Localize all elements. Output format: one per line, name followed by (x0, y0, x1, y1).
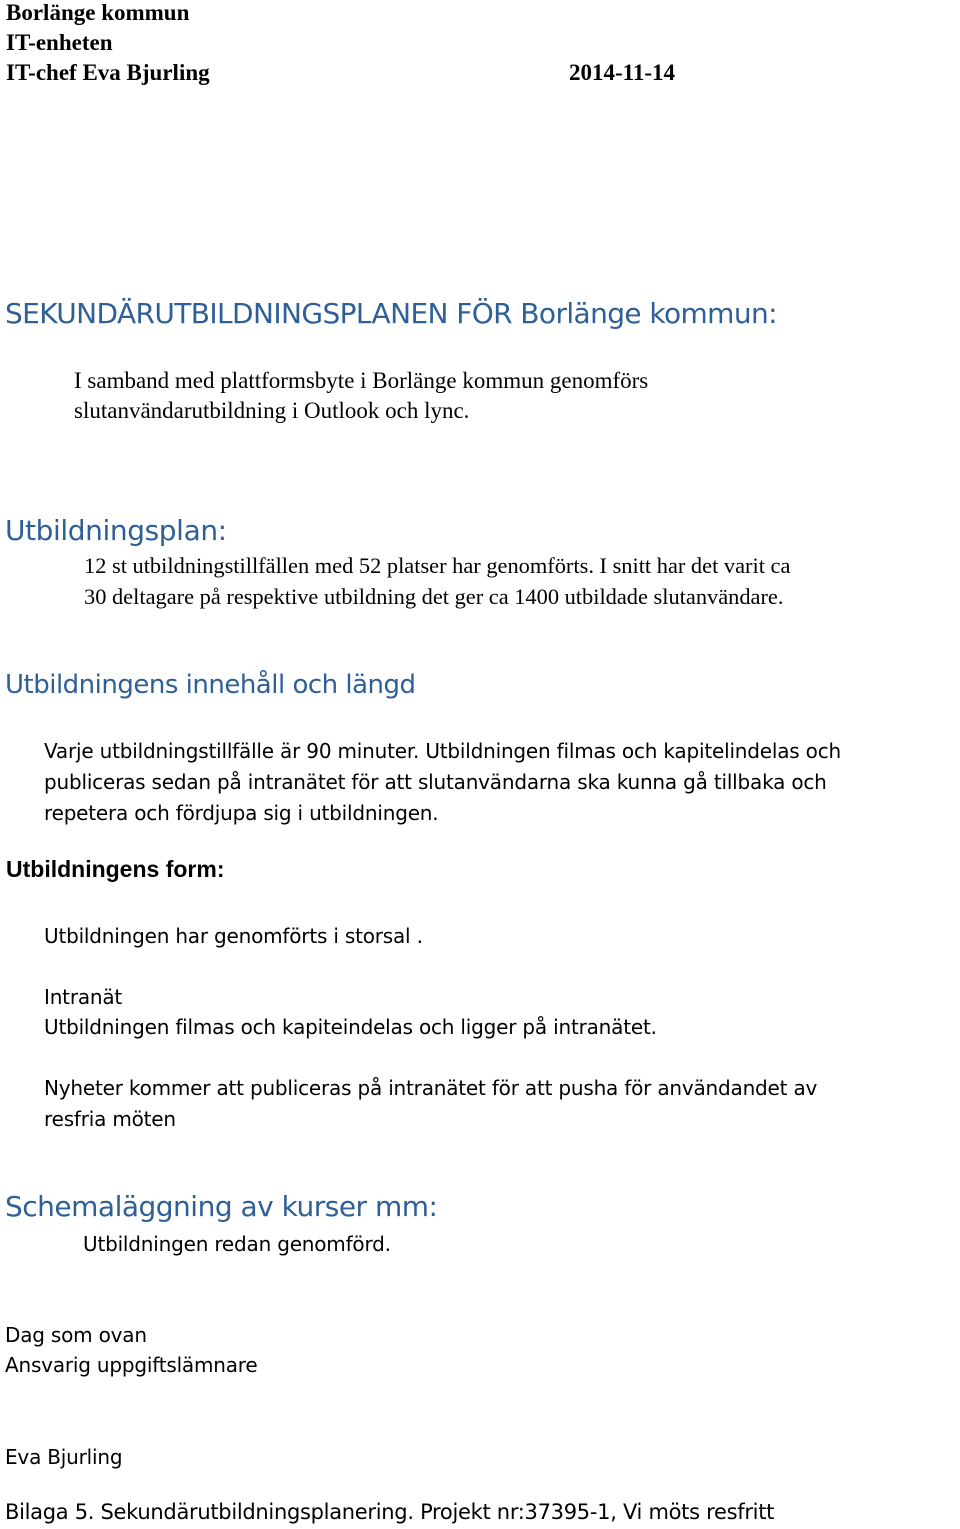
org-name: Borlänge kommun (6, 0, 190, 25)
signature-date-line: Dag som ovan (5, 1323, 147, 1347)
content-heading: Utbildningens innehåll och längd (5, 670, 416, 700)
form-heading: Utbildningens form: (6, 856, 225, 882)
form-intranat-label: Intranät (44, 985, 123, 1009)
schedule-text: Utbildningen redan genomförd. (83, 1232, 391, 1256)
form-news-line-2: resfria möten (44, 1107, 176, 1131)
signature-name: Eva Bjurling (5, 1445, 123, 1469)
footer-note: Bilaga 5. Sekundärutbildningsplanering. Projekt nr:37395-1, Vi möts resfritt (5, 1500, 775, 1524)
author-line: IT-chef Eva Bjurling (6, 60, 210, 85)
content-line-2: publiceras sedan på intranätet för att slutanvändarna ska kunna gå tillbaka och (44, 770, 827, 794)
content-line-1: Varje utbildningstillfälle är 90 minuter. Utbildningen filmas och kapitelindelas och (44, 739, 841, 763)
intro-line-2: slutanvändarutbildning i Outlook och lync. (74, 398, 470, 423)
main-title: SEKUNDÄRUTBILDNINGSPLANEN FÖR Borlänge kommun: (5, 297, 777, 330)
form-storsal: Utbildningen har genomförts i storsal . (44, 924, 423, 948)
signature-role: Ansvarig uppgiftslämnare (5, 1353, 258, 1377)
plan-line-2: 30 deltagare på respektive utbildning det ger ca 1400 utbildade slutanvändare. (84, 584, 784, 609)
plan-line-1: 12 st utbildningstillfällen med 52 platser har genomförts. I snitt har det varit ca (84, 553, 791, 578)
intro-line-1: I samband med plattformsbyte i Borlänge kommun genomförs (74, 368, 649, 393)
unit-name: IT-enheten (6, 30, 113, 55)
document-date: 2014-11-14 (569, 60, 676, 85)
plan-heading: Utbildningsplan: (5, 514, 227, 547)
content-line-3: repetera och fördjupa sig i utbildningen. (44, 801, 439, 825)
form-news-line-1: Nyheter kommer att publiceras på intranätet för att pusha för användandet av (44, 1076, 818, 1100)
schedule-heading: Schemaläggning av kurser mm: (5, 1190, 438, 1223)
form-intranat-text: Utbildningen filmas och kapiteindelas och ligger på intranätet. (44, 1015, 657, 1039)
